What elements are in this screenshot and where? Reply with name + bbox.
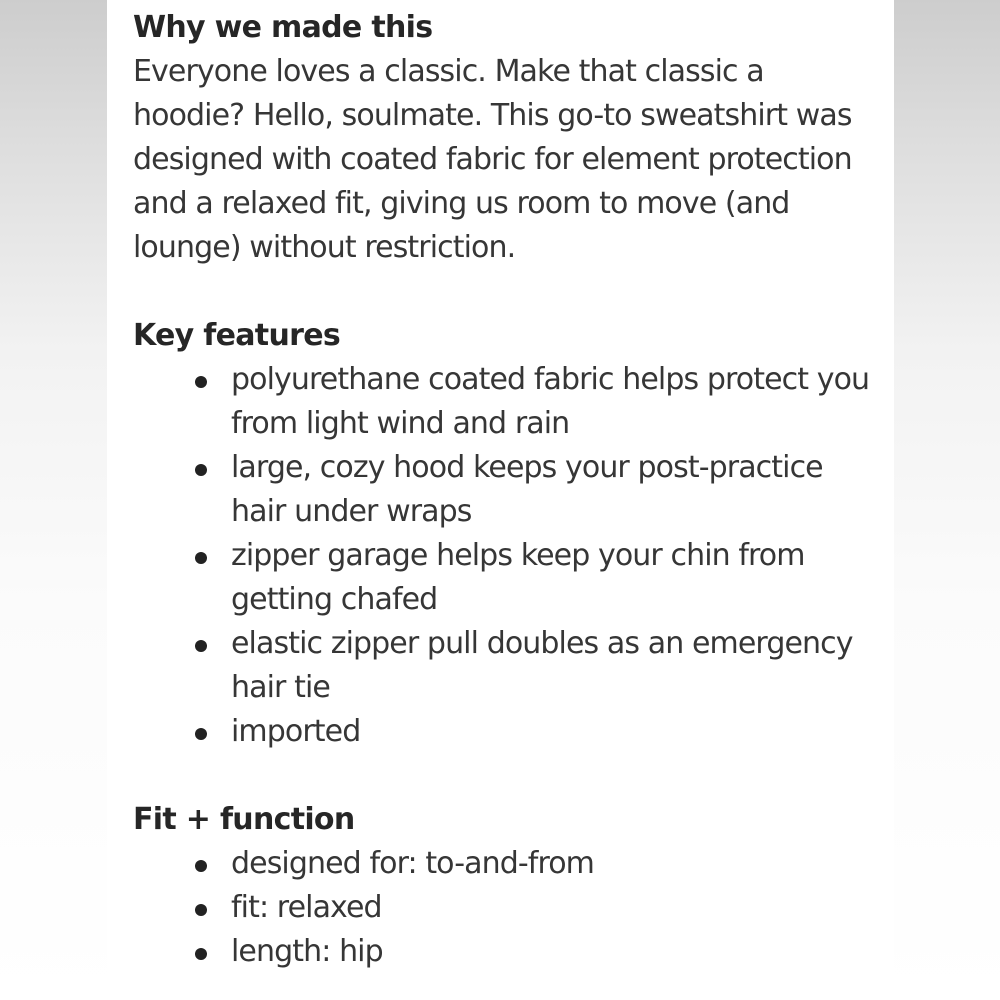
list-item-text: zipper garage helps keep your chin from getting chafed <box>231 538 805 617</box>
list-item <box>133 710 871 754</box>
bullet-icon <box>195 552 207 564</box>
list-item-text: elastic zipper pull doubles as an emergency hair tie <box>231 626 853 705</box>
list-item-text: polyurethane coated fabric helps protect you from light wind and rain <box>231 362 870 441</box>
list-item-text: imported <box>231 714 361 749</box>
background-right <box>894 0 1000 1000</box>
list-item <box>133 534 871 622</box>
bullet-icon <box>195 728 207 740</box>
background-left <box>0 0 107 1000</box>
list-item <box>133 842 871 886</box>
key-features-list <box>133 358 874 754</box>
section-heading-why: Why we made this <box>133 10 433 45</box>
bullet-icon <box>195 640 207 652</box>
bullet-icon <box>195 904 207 916</box>
list-item-text: length: hip <box>231 934 383 969</box>
list-item-text: designed for: to-and-from <box>231 846 595 881</box>
bullet-icon <box>195 464 207 476</box>
list-item-text: large, cozy hood keeps your post-practice hair under wraps <box>231 450 823 529</box>
bullet-icon <box>195 948 207 960</box>
list-item-text: fit: relaxed <box>231 890 382 925</box>
spacer <box>133 754 874 798</box>
list-item <box>133 886 871 930</box>
section-heading-fit-function: Fit + function <box>133 802 355 837</box>
list-item <box>133 622 871 710</box>
list-item <box>133 358 871 446</box>
list-item <box>133 930 871 974</box>
list-item <box>133 446 871 534</box>
fit-function-list <box>133 842 874 974</box>
why-paragraph: Everyone loves a classic. Make that classic a hoodie? Hello, soulmate. This go-to sweatshirt was designed with coated fabric for element protection and a relaxed fit, giving us room to move (and lounge) without restriction. <box>133 54 852 265</box>
section-heading-key-features: Key features <box>133 318 341 353</box>
bullet-icon <box>195 860 207 872</box>
product-description-panel <box>107 0 894 1000</box>
spacer <box>133 270 874 314</box>
bullet-icon <box>195 376 207 388</box>
